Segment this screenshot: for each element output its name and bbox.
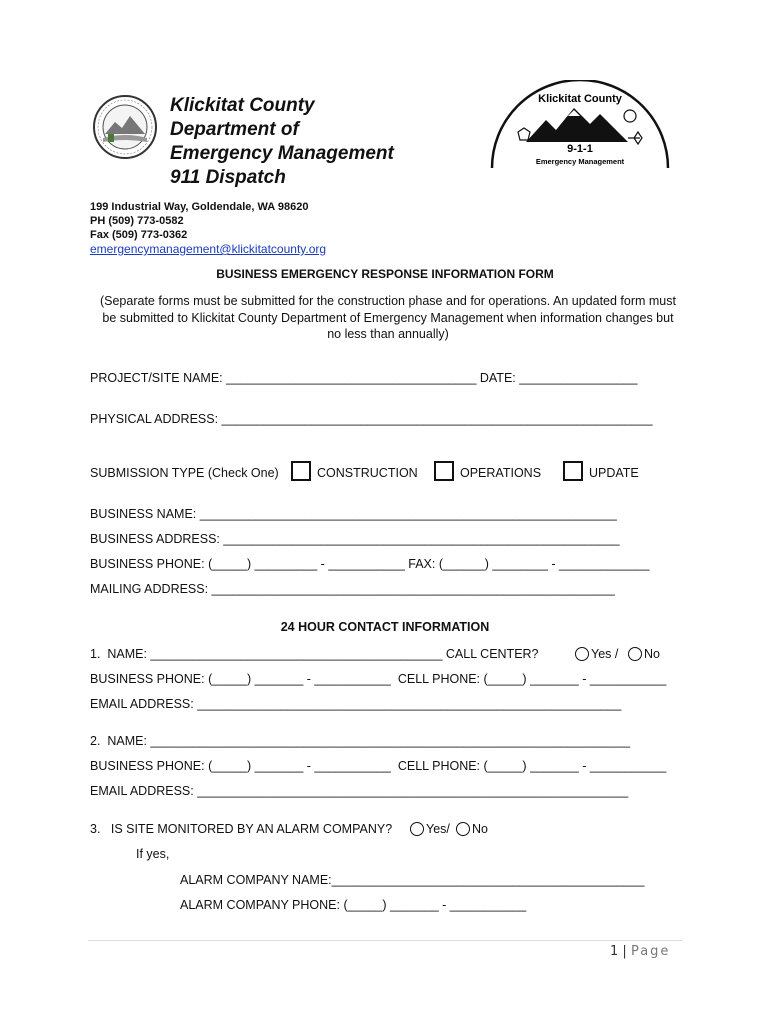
business-phone-fax-field[interactable]: BUSINESS PHONE: (_____) _________ - ___________ FAX: (______) ________ - _____________ (90, 557, 650, 571)
contact-section-title: 24 HOUR CONTACT INFORMATION (280, 620, 490, 634)
title-line-3: Emergency Management (170, 143, 394, 164)
page-footer (610, 944, 670, 959)
alarm-yes-label: Yes/ (426, 822, 450, 836)
if-yes-label: If yes, (136, 847, 170, 861)
agency-email-link[interactable]: emergencymanagement@klickitatcounty.org (90, 242, 327, 256)
operations-option-label: OPERATIONS (460, 466, 542, 480)
contact-2-email-field[interactable]: EMAIL ADDRESS: ______________________________________________________________ (90, 784, 629, 798)
logo-bottom-text: Emergency Management (535, 157, 625, 166)
title-line-4: 911 Dispatch (170, 167, 286, 188)
page-word: Page (630, 944, 671, 959)
form-instructions (88, 293, 688, 343)
business-name-field[interactable]: BUSINESS NAME: ____________________________________________________________ (90, 507, 617, 521)
contact-1-phones-field[interactable]: BUSINESS PHONE: (_____) _______ - ___________ CELL PHONE: (_____) _______ - ___________ (90, 672, 667, 686)
operations-checkbox[interactable] (434, 461, 454, 481)
county-seal (90, 94, 160, 160)
footer-divider (88, 940, 682, 941)
alarm-no-label: No (472, 822, 488, 836)
call-center-yes-radio[interactable] (575, 647, 589, 661)
agency-title (170, 94, 394, 190)
alarm-company-name-field[interactable]: ALARM COMPANY NAME:_____________________________________________ (180, 873, 645, 887)
title-line-1: Klickitat County (170, 95, 315, 116)
construction-option-label: CONSTRUCTION (317, 466, 418, 480)
submission-type-label: SUBMISSION TYPE (Check One) (90, 466, 279, 480)
agency-phone: PH (509) 773-0582 (90, 215, 184, 227)
project-site-field[interactable]: PROJECT/SITE NAME: ____________________________________ DATE: _________________ (90, 371, 638, 385)
contact-1-email-field[interactable]: EMAIL ADDRESS: _____________________________________________________________ (90, 697, 622, 711)
title-line-2: Department of (170, 119, 299, 140)
alarm-question: 3. IS SITE MONITORED BY AN ALARM COMPANY? (90, 822, 393, 836)
call-center-yes-label: Yes / (591, 647, 619, 661)
business-address-field[interactable]: BUSINESS ADDRESS: _________________________________________________________ (90, 532, 620, 546)
contact-1-name-field[interactable]: 1. NAME: __________________________________________ CALL CENTER? (90, 647, 539, 661)
construction-checkbox[interactable] (291, 461, 311, 481)
agency-address: 199 Industrial Way, Goldendale, WA 98620 (90, 201, 309, 213)
call-center-no-label: No (644, 647, 660, 661)
update-checkbox[interactable] (563, 461, 583, 481)
alarm-no-radio[interactable] (456, 822, 470, 836)
instruction-line-3: no less than annually) (327, 327, 449, 341)
mailing-address-field[interactable]: MAILING ADDRESS: __________________________________________________________ (90, 582, 615, 596)
contact-2-name-field[interactable]: 2. NAME: _____________________________________________________________________ (90, 734, 631, 748)
contact-2-phones-field[interactable]: BUSINESS PHONE: (_____) _______ - ___________ CELL PHONE: (_____) _______ - ___________ (90, 759, 667, 773)
agency-contact-block (90, 200, 326, 256)
page-number: 1 (610, 944, 619, 959)
page-separator: | (618, 944, 631, 959)
alarm-yes-radio[interactable] (410, 822, 424, 836)
logo-middle-text: 9-1-1 (567, 143, 593, 155)
emergency-management-logo (488, 80, 672, 170)
logo-top-text: Klickitat County (538, 93, 622, 105)
update-option-label: UPDATE (589, 466, 639, 480)
call-center-no-radio[interactable] (628, 647, 642, 661)
instruction-line-1: (Separate forms must be submitted for the construction phase and for operations. An updated form must (99, 294, 676, 308)
alarm-company-phone-field[interactable]: ALARM COMPANY PHONE: (_____) _______ - ___________ (180, 898, 527, 912)
form-title: BUSINESS EMERGENCY RESPONSE INFORMATION FORM (216, 267, 554, 281)
agency-fax: Fax (509) 773-0362 (90, 229, 188, 241)
physical-address-field[interactable]: PHYSICAL ADDRESS: ______________________________________________________________ (90, 412, 653, 426)
instruction-line-2: be submitted to Klickitat County Department of Emergency Management when information changes but (102, 310, 674, 325)
